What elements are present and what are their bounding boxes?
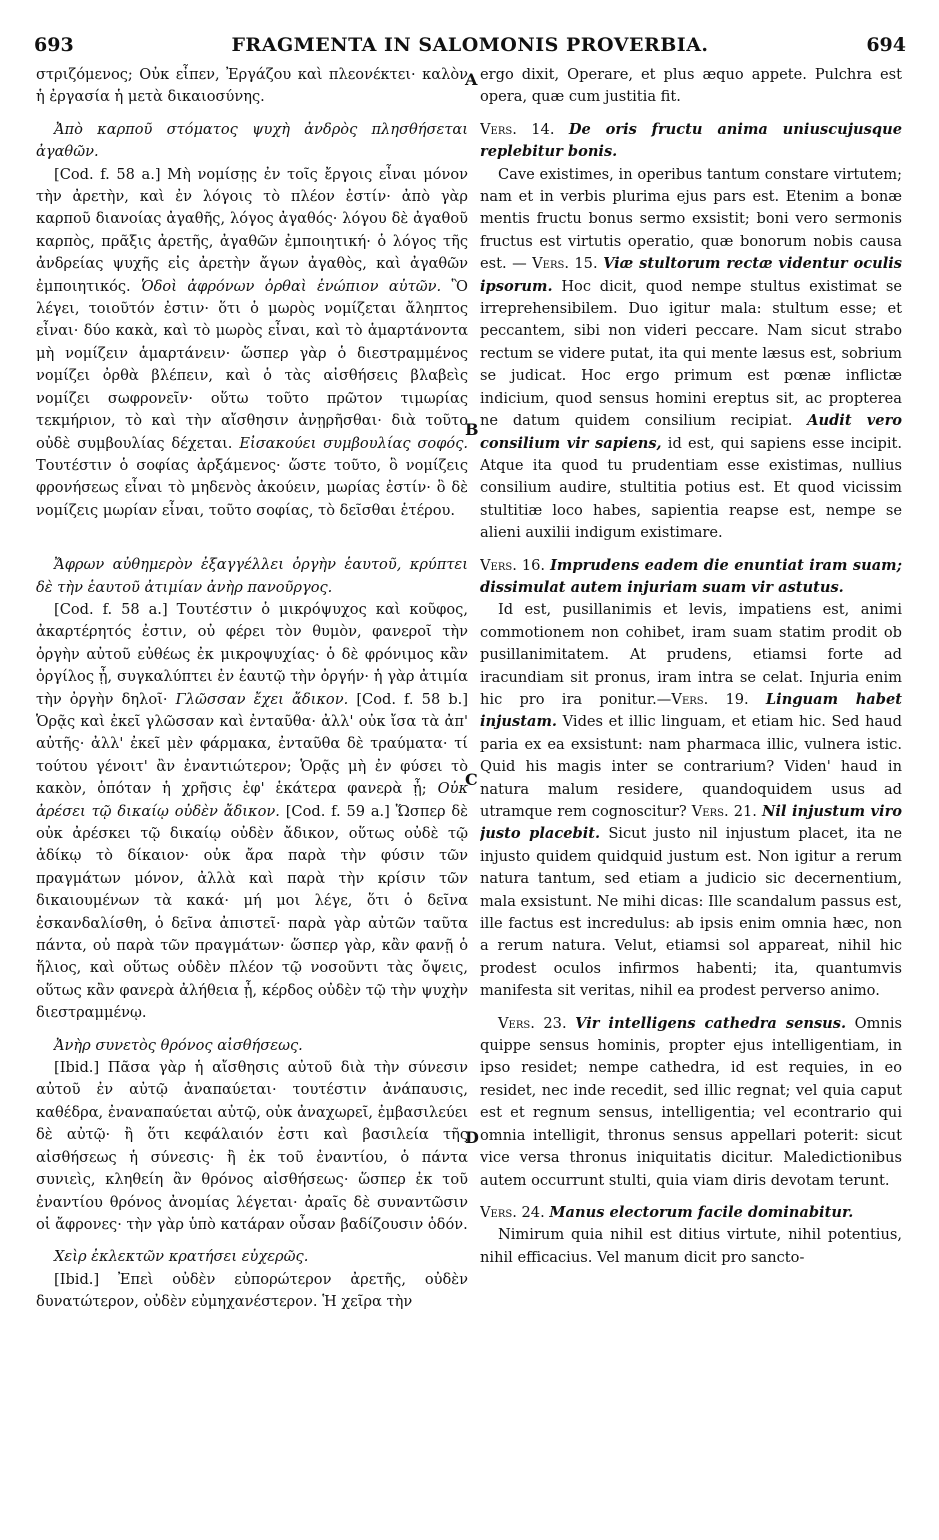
latin-text: Omnis quippe sensus hominis, propter ejus intelligentiam, in ipso residet; nempe cathedra, id est requies, in eo residet, nec inde recedit, sed illic regnat; vel quia caput est et regnum sensus, intelligentia; vel econtrario qui omnia intelligit, thronus sensus appellari poterit: sicut vice versa thronus iniquitatis dicitur. Maledictionibus autem occurrunt stulti, quia viam diris devotam terunt. bbox=[480, 1014, 902, 1189]
greek-text: [Cod. f. 58 b.] Ὁρᾷς καὶ ἐκεῖ γλῶσσαν καὶ ἐνταῦθα· ἀλλ' οὐκ ἴσα τὰ ἀπ' αὐτῆς· ἀλλ' ἐκεῖ μὲν φάρμακα, ἐνταῦθα δὲ τραύματα· τί τούτου γένοιτ' ἂν ἐναντιώτερον; Ὁρᾷς μὴ ἐν φύσει τὸ κακὸν, ὁπόταν ἡ χρῆσις ἐφ' ἑκάτερα φανερὰ ᾖ; bbox=[36, 690, 468, 798]
latin-text: id est, qui sapiens esse incipit. Atque ita quod tu prudentiam esse existimas, nullius consilium audire, stultitia potius est. Et quod vicissim stultitiæ loco habes, sapientia reapse est, nempe se alieni auxilii indigum existimare. bbox=[480, 434, 902, 542]
verse-heading bbox=[480, 1202, 902, 1224]
latin-paragraph bbox=[480, 1013, 902, 1192]
greek-lemma-inline: Εἰσακούει συμβουλίας σοφός. bbox=[239, 434, 468, 452]
latin-paragraph bbox=[480, 599, 902, 1002]
greek-text: Τουτέστιν ὁ σοφίας ἀρξάμενος· ὥστε τοῦτο, ὃ νομίζεις φρονήσεως εἶναι τὸ μηδενὸς ἀκούειν, μωρίας ἐστίν· ὃ δὲ νομίζεις μωρίαν εἶναι, τοῦτο σοφίας, τὸ δεῖσθαι ἑτέρου. bbox=[36, 456, 468, 519]
greek-paragraph: [Ibid.] Πᾶσα γὰρ ἡ αἴσθησις αὐτοῦ διὰ τὴν σύνεσιν αὐτοῦ ἐν αὐτῷ ἀναπαύεται· τουτέστιν ἀνάπαυσις, καθέδρα, ἐναναπαύεται αὐτῷ, οὐκ ἀναχωρεῖ, ἐμβασιλεύει δὲ αὐτῷ· ἢ ὅτι κεφάλαιόν ἐστι καὶ βασιλεία τῆς αἰσθήσεως ἡ σύνεσις· ἢ ἐκ τοῦ ἐναντίου, ὁ πάντα συνιεὶς, κληθείη ἂν θρόνος αἰσθήσεως· ὥσπερ ἐκ τοῦ ἐναντίου θρόνος ἀνομίας λέγεται· ἀραῖς δὲ συναντῶσιν οἱ ἄφρονες· τὴν γὰρ ὑπὸ κατάραν οὖσαν βαδίζουσιν ὁδόν. bbox=[36, 1059, 468, 1233]
latin-text: Cave existimes, in operibus tantum constare virtutem; nam et in verbis plurima ejus pars est. Etenim a bonæ mentis fructu bonus sermo exsistit; boni vero sermonis fructus est virtutis operatio, quæ bonorum nobis causa est. — bbox=[480, 165, 902, 273]
verse-text: Audit vero consilium vir sapiens, bbox=[480, 412, 902, 452]
latin-paragraph: ergo dixit, Operare, et plus æquo appete. Pulchra est opera, quæ cum justitia fit. bbox=[480, 66, 902, 106]
greek-text: [Cod. f. 59 a.] Ὥσπερ δὲ οὐκ ἀρέσκει τῷ δικαίῳ οὐδὲν ἄδικον, οὕτως οὐδὲ τῷ ἀδίκῳ τὸ δίκαιον· οὐκ ἄρα παρὰ τὴν φύσιν τῶν πραγμάτων μόνον, ἀλλὰ καὶ παρὰ τὴν κρίσιν τῶν δικαιουμένων τὰ κακά· μή μοι λέγε, ὅτι ὁ δεῖνα ἐσκανδαλίσθη, ὁ δεῖνα ἀπιστεῖ· παρὰ γὰρ αὐτῶν ταῦτα πάντα, οὐ παρὰ τῶν πραγμάτων· ὥσπερ γὰρ, κἂν φανῇ ὁ ἥλιος, καὶ οὕτως οὐδὲν πλέον τῷ νοσοῦντι τὰς ὄψεις, οὕτως κἂν φανερὰ ἀλήθεια ᾖ, κέρδος οὐδὲν τῷ τὴν ψυχὴν διεστραμμένῳ. bbox=[36, 802, 468, 1022]
greek-column bbox=[36, 64, 468, 1524]
latin-column bbox=[480, 64, 902, 1524]
greek-text: Ὃ λέγει, τοιοῦτόν ἐστιν· ὅτι ὁ μωρὸς νομίζεται ἄληπτος εἶναι· δύο κακὰ, καὶ τὸ μωρὸς εἶναι, καὶ τὸ ἁμαρτάνοντα μὴ νομίζειν ἁμαρτάνειν· ὥσπερ γὰρ ὁ διεστραμμένος νομίζει ὀρθὰ βλέπειν, καὶ ὁ τὰς αἰσθήσεις βλαβεὶς νομίζει σωφρονεῖν· οὕτω τοῦτο πρῶτον τιμωρίας τεκμήριον, τὸ καὶ τὴν αἴσθησιν ἀνῃρῆσθαι· διὰ τοῦτο οὐδὲ συμβουλίας δέχεται. bbox=[36, 277, 468, 452]
greek-lemma: Ἀνὴρ συνετὸς θρόνος αἰσθήσεως. bbox=[54, 1036, 303, 1054]
greek-paragraph: [Ibid.] Ἐπεὶ οὐδὲν εὐπορώτερον ἀρετῆς, οὐδὲν δυνατώτερον, οὐδὲν εὐμηχανέστερον. Ἡ χεῖρα τὴν bbox=[36, 1270, 468, 1311]
verse-heading bbox=[480, 555, 902, 600]
verse-label: Vers. 14. bbox=[480, 120, 555, 138]
greek-paragraph bbox=[36, 164, 468, 523]
verse-label: Vers. 15. bbox=[532, 255, 598, 273]
verse-text: Imprudens eadem die enuntiat iram suam; dissimulat autem injuriam suam vir astutus. bbox=[480, 556, 902, 596]
greek-lemma-inline: Οὐκ ἀρέσει τῷ δικαίῳ οὐδὲν ἄδικον. bbox=[36, 780, 468, 820]
verse-label: Vers. 19. bbox=[671, 690, 749, 708]
greek-paragraph bbox=[36, 599, 468, 1025]
verse-text: De oris fructu anima uniuscujusque replebitur bonis. bbox=[480, 120, 902, 161]
greek-lemma: Ἀπὸ καρποῦ στόματος ψυχὴ ἀνδρὸς πλησθήσεται ἀγαθῶν. bbox=[36, 120, 468, 161]
margin-letter-c: C bbox=[465, 770, 478, 789]
latin-text: Hoc dicit, quod nempe stultus existimat se irreprehensibilem. Duo igitur mala: stultum esse; et peccantem, sibi non videri peccare. Nam sicut strabo rectum se videre putat, ita qui mente læsus est, sobrium se judicat. Hoc ergo primum est pœnæ inflictæ indicium, quod sensus homini ereptus sit, ac propterea ne datum quidem consilium recipiat. bbox=[480, 277, 902, 430]
verse-label: Vers. 24. bbox=[480, 1203, 545, 1221]
verse-text: Vir intelligens cathedra sensus. bbox=[575, 1014, 847, 1032]
latin-text: Sicut justo nil injustum placet, ita ne injusto quidem quidquid justum est. Non igitur a rerum natura tantum, sed etiam a judicio sic decernentium, mala exsistunt. Ne mihi dicas: Ille scandalum passus est, ille factus est incredulus: ab ipsis enim omnia hæc, non a rerum natura. Velut, etiamsi sol appareat, nihil hic prodest oculos infirmos habenti; ita, quantumvis manifesta sit veritas, nihil ea prodest perverso animo. bbox=[480, 825, 902, 1000]
verse-label: Vers. 16. bbox=[480, 556, 546, 574]
greek-text: [Cod. f. 58 a.] Τουτέστιν ὁ μικρόψυχος καὶ κοῦφος, ἀκαρτέρητός ἐστιν, οὐ φέρει τὸν θυμὸν, φανεροῖ τὴν ὀργὴν αὐτοῦ εὐθέως ἐκ μικροψυχίας· ὁ δὲ φρόνιμος κἂν ὀργίλος ᾖ, συγκαλύπτει ἐν ἑαυτῷ τὴν ὀργήν· ἡ γὰρ ἀτιμία τὴν ὀργὴν δηλοῖ· bbox=[36, 600, 468, 708]
greek-lemma: Ἄφρων αὐθημερὸν ἐξαγγέλλει ὀργὴν ἑαυτοῦ, κρύπτει δὲ τὴν ἑαυτοῦ ἀτιμίαν ἀνὴρ πανοῦργος. bbox=[36, 556, 468, 596]
page-number-left: 693 bbox=[34, 34, 74, 56]
margin-letter-a: A bbox=[465, 70, 478, 89]
verse-label: Vers. 21. bbox=[691, 803, 757, 820]
page-number-right: 694 bbox=[866, 34, 906, 56]
greek-lemma-inline: Ὁδοὶ ἀφρόνων ὀρθαὶ ἐνώπιον αὐτῶν. bbox=[141, 277, 442, 295]
verse-heading bbox=[480, 119, 902, 164]
latin-paragraph bbox=[480, 164, 902, 545]
margin-letter-b: B bbox=[465, 420, 479, 439]
latin-paragraph: Nimirum quia nihil est ditius virtute, nihil potentius, nihil efficacius. Vel manum dicit pro sancto- bbox=[480, 1226, 902, 1266]
greek-paragraph: στριζόμενος; Οὐκ εἶπεν, Ἐργάζου καὶ πλεονέκτει· καλὸν ἡ ἐργασία ἡ μετὰ δικαιοσύνης. bbox=[36, 66, 468, 106]
verse-text: Viæ stultorum rectæ videntur oculis ipsorum. bbox=[480, 255, 902, 295]
verse-text: Nil injustum viro justo placebit. bbox=[480, 803, 902, 843]
page-header bbox=[34, 34, 906, 58]
margin-letter-d: D bbox=[465, 1128, 479, 1147]
latin-text: Id est, pusillanimis et levis, impatiens est, animi commotionem non cohibet, iram suam statim prodit ob pusillanimitatem. At prudens, etiamsi forte ad iracundiam sit pronus, iram intra se celat. Injuria enim hic pro ira ponitur.— bbox=[480, 601, 902, 708]
greek-lemma-inline: Γλῶσσαν ἔχει ἄδικον. bbox=[175, 690, 349, 708]
greek-lemma: Χεὶρ ἐκλεκτῶν κρατήσει εὐχερῶς. bbox=[54, 1248, 309, 1266]
verse-text: Manus electorum facile dominabitur. bbox=[549, 1203, 854, 1221]
greek-text: [Cod. f. 58 a.] Μὴ νομίσῃς ἐν τοῖς ἔργοις εἶναι μόνον τὴν ἀρετὴν, καὶ ἐν λόγοις τὸ πλέον ἐστίν· ἀπὸ γὰρ καρποῦ διανοίας ἀγαθῆς, λόγος ἀγαθός· λόγου δὲ ἀγαθοῦ καρπὸς, πρᾶξις ἀρετῆς, ἀγαθῶν ἐμποιητική· ὁ λόγος τῆς ἀνδρείας ψυχῆς εἰς ἀρετὴν ἄγων ἀγαθὸς, καὶ ἀγαθῶν ἐμποιητικός. bbox=[36, 165, 468, 295]
verse-text: Linguam habet injustam. bbox=[480, 690, 902, 731]
latin-text: Vides et illic linguam, et etiam hic. Sed haud paria ex ea exsistunt: nam pharmaca illic, vulnera istic. Quid his magis inter se contrarium? Viden' haud in natura malum residere, quandoquidem usus ad utramque rem cognoscitur? bbox=[480, 713, 902, 820]
running-title: FRAGMENTA IN SALOMONIS PROVERBIA. bbox=[231, 34, 709, 56]
verse-label: Vers. 23. bbox=[498, 1014, 567, 1032]
